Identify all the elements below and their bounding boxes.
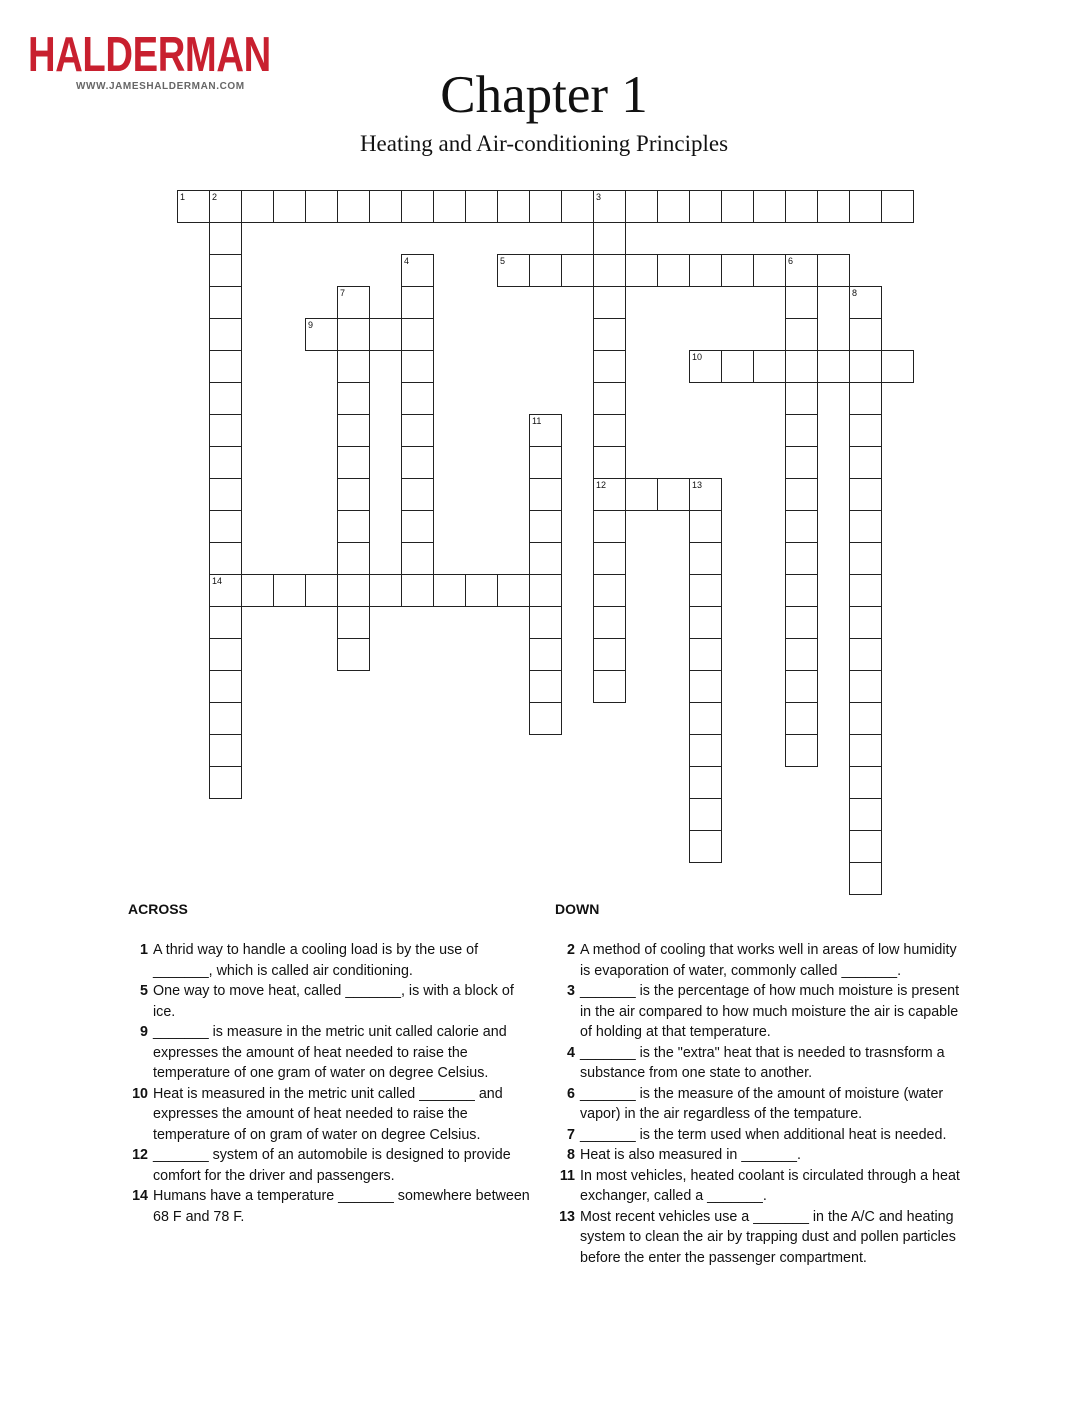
clue-text: _______ is the "extra" heat that is needed to trasnsform a substance from one state to another.	[580, 1044, 945, 1081]
clue-text: One way to move heat, called _______, is with a block of ice.	[153, 983, 514, 1020]
clue-text: _______ is measure in the metric unit called calorie and expresses the amount of heat needed to raise the temperature of one gram of water on degree Celsius.	[153, 1024, 507, 1081]
cell-number: 2	[212, 192, 218, 202]
crossword-cell[interactable]	[337, 414, 370, 447]
crossword-cell[interactable]	[881, 350, 914, 383]
crossword-cell[interactable]	[657, 254, 690, 287]
crossword-cell[interactable]	[753, 190, 786, 223]
crossword-cell[interactable]	[817, 350, 850, 383]
clue-item	[555, 1166, 960, 1207]
clue-text: _______ is the percentage of how much moisture is present in the air compared to how much moisture the air is capable of holding at that temperature.	[580, 983, 960, 1040]
crossword-cell[interactable]	[497, 190, 530, 223]
crossword-cell[interactable]	[465, 190, 498, 223]
crossword-cell[interactable]	[785, 414, 818, 447]
crossword-cell[interactable]	[401, 446, 434, 479]
clue-item	[128, 940, 533, 981]
clue-number: 5	[140, 983, 148, 999]
crossword-cell[interactable]	[849, 286, 882, 319]
crossword-cell[interactable]	[593, 350, 626, 383]
crossword-cell[interactable]	[273, 574, 306, 607]
clue-text: Most recent vehicles use a _______ in the A/C and heating system to clean the air by trapping dust and pollen particles before the enter the passenger compartment.	[580, 1208, 956, 1266]
crossword-cell[interactable]	[849, 734, 882, 767]
clue-item	[128, 981, 533, 1022]
clue-number: 4	[567, 1044, 575, 1061]
crossword-cell[interactable]	[881, 190, 914, 223]
crossword-cell[interactable]	[785, 510, 818, 543]
crossword-cell[interactable]	[849, 606, 882, 639]
crossword-cell[interactable]	[561, 190, 594, 223]
cell-number: 3	[596, 192, 602, 202]
crossword-cell[interactable]	[305, 190, 338, 223]
crossword-cell[interactable]	[849, 510, 882, 543]
crossword-cell[interactable]	[785, 318, 818, 351]
crossword-cell[interactable]	[401, 190, 434, 223]
cell-number: 5	[500, 256, 506, 266]
clue-number: 14	[132, 1188, 148, 1204]
cell-number: 4	[404, 256, 410, 266]
crossword-cell[interactable]	[369, 190, 402, 223]
clue-number: 8	[567, 1147, 575, 1163]
crossword-cell[interactable]	[209, 702, 242, 735]
crossword-cell[interactable]	[337, 286, 370, 319]
crossword-cell[interactable]	[849, 574, 882, 607]
clue-item	[128, 1186, 533, 1227]
clue-number: 6	[567, 1085, 575, 1102]
crossword-cell[interactable]	[529, 254, 562, 287]
crossword-cell[interactable]	[209, 734, 242, 767]
crossword-cell[interactable]	[849, 446, 882, 479]
crossword-cell[interactable]	[529, 414, 562, 447]
crossword-cell[interactable]	[785, 542, 818, 575]
cell-number: 7	[340, 288, 346, 298]
crossword-cell[interactable]	[337, 606, 370, 639]
clue-text: _______ system of an automobile is designed to provide comfort for the driver and passengers.	[153, 1147, 511, 1184]
clue-text: Humans have a temperature _______ somewhere between 68 F and 78 F.	[153, 1188, 530, 1225]
crossword-cell[interactable]	[209, 574, 242, 607]
clue-number: 9	[140, 1024, 148, 1040]
crossword-cell[interactable]	[401, 254, 434, 287]
crossword-cell[interactable]	[689, 766, 722, 799]
crossword-cell[interactable]	[209, 542, 242, 575]
crossword-cell[interactable]	[337, 446, 370, 479]
crossword-cell[interactable]	[593, 318, 626, 351]
crossword-cell[interactable]	[529, 446, 562, 479]
crossword-cell[interactable]	[305, 318, 338, 351]
crossword-cell[interactable]	[209, 286, 242, 319]
crossword-cell[interactable]	[785, 638, 818, 671]
cell-number: 11	[532, 416, 542, 426]
logo-text: HALDERMAN	[28, 28, 271, 82]
crossword-cell[interactable]	[753, 254, 786, 287]
clue-item	[555, 1125, 960, 1146]
crossword-cell[interactable]	[593, 286, 626, 319]
crossword-cell[interactable]	[401, 574, 434, 607]
crossword-cell[interactable]	[785, 702, 818, 735]
crossword-cell[interactable]	[689, 606, 722, 639]
crossword-cell[interactable]	[785, 254, 818, 287]
crossword-cell[interactable]	[689, 350, 722, 383]
crossword-cell[interactable]	[529, 190, 562, 223]
crossword-cell[interactable]	[529, 510, 562, 543]
crossword-cell[interactable]	[529, 478, 562, 511]
clue-item	[555, 981, 960, 1043]
crossword-cell[interactable]	[593, 414, 626, 447]
crossword-cell[interactable]	[849, 798, 882, 831]
crossword-cell[interactable]	[625, 190, 658, 223]
crossword-cell[interactable]	[209, 382, 242, 415]
crossword-cell[interactable]	[849, 702, 882, 735]
crossword-cell[interactable]	[785, 446, 818, 479]
clue-text: A method of cooling that works well in areas of low humidity is evaporation of water, commonly called _______.	[580, 942, 957, 979]
crossword-cell[interactable]	[497, 574, 530, 607]
crossword-cell[interactable]	[593, 382, 626, 415]
crossword-cell[interactable]	[433, 190, 466, 223]
crossword-cell[interactable]	[337, 510, 370, 543]
cell-number: 6	[788, 256, 794, 266]
crossword-cell[interactable]	[337, 478, 370, 511]
crossword-cell[interactable]	[401, 510, 434, 543]
crossword-cell[interactable]	[209, 190, 242, 223]
crossword-cell[interactable]	[337, 542, 370, 575]
crossword-cell[interactable]	[401, 414, 434, 447]
crossword-cell[interactable]	[785, 190, 818, 223]
clue-text: A thrid way to handle a cooling load is by the use of _______, which is called air conditioning.	[153, 942, 479, 979]
crossword-cell[interactable]	[529, 574, 562, 607]
crossword-cell[interactable]	[337, 638, 370, 671]
crossword-cell[interactable]	[209, 350, 242, 383]
clue-text: _______ is the measure of the amount of moisture (water vapor) in the air regardless of the tempature.	[580, 1085, 944, 1122]
crossword-cell[interactable]	[593, 190, 626, 223]
across-clues	[128, 900, 533, 1227]
crossword-cell[interactable]	[785, 350, 818, 383]
crossword-cell[interactable]	[561, 254, 594, 287]
crossword-cell[interactable]	[689, 574, 722, 607]
crossword-cell[interactable]	[401, 478, 434, 511]
cell-number: 14	[212, 576, 223, 586]
down-heading: DOWN	[555, 901, 600, 917]
crossword-cell[interactable]	[849, 350, 882, 383]
crossword-cell[interactable]	[849, 830, 882, 863]
clue-item	[555, 940, 960, 981]
crossword-cell[interactable]	[433, 574, 466, 607]
clue-text: _______ is the term used when additional heat is needed.	[580, 1126, 947, 1143]
crossword-cell[interactable]	[849, 542, 882, 575]
clue-number: 10	[132, 1085, 148, 1102]
crossword-cell[interactable]	[753, 350, 786, 383]
across-heading: ACROSS	[128, 901, 188, 917]
crossword-cell[interactable]	[209, 318, 242, 351]
crossword-cell[interactable]	[273, 190, 306, 223]
crossword-cell[interactable]	[337, 190, 370, 223]
clue-number: 11	[559, 1167, 575, 1184]
cell-number: 12	[596, 480, 607, 490]
crossword-cell[interactable]	[593, 254, 626, 287]
crossword-cell[interactable]	[337, 574, 370, 607]
crossword-cell[interactable]	[401, 382, 434, 415]
crossword-cell[interactable]	[593, 478, 626, 511]
crossword-cell[interactable]	[785, 382, 818, 415]
crossword-cell[interactable]	[529, 702, 562, 735]
crossword-cell[interactable]	[305, 574, 338, 607]
crossword-cell[interactable]	[785, 606, 818, 639]
clue-item	[555, 1145, 960, 1166]
cell-number: 10	[692, 352, 703, 362]
crossword-cell[interactable]	[657, 478, 690, 511]
clue-number: 3	[567, 983, 575, 999]
down-clues	[555, 900, 960, 1268]
crossword-cell[interactable]	[209, 510, 242, 543]
crossword-cell[interactable]	[241, 190, 274, 223]
crossword-cell[interactable]	[849, 414, 882, 447]
crossword-cell[interactable]	[625, 478, 658, 511]
crossword-cell[interactable]	[593, 574, 626, 607]
crossword-cell[interactable]	[593, 510, 626, 543]
crossword-cell[interactable]	[849, 638, 882, 671]
clue-item	[128, 1145, 533, 1186]
cell-number: 8	[852, 288, 858, 298]
crossword-cell[interactable]	[465, 574, 498, 607]
crossword-cell[interactable]	[401, 318, 434, 351]
clue-text: Heat is measured in the metric unit called _______ and expresses the amount of heat needed to raise the temperature of on gram of water on degree Celsius.	[153, 1085, 503, 1143]
clue-item	[555, 1043, 960, 1084]
crossword-cell[interactable]	[785, 670, 818, 703]
crossword-cell[interactable]	[625, 254, 658, 287]
cell-number: 1	[180, 192, 186, 202]
crossword-cell[interactable]	[849, 862, 882, 895]
crossword-cell[interactable]	[337, 382, 370, 415]
clue-item	[555, 1084, 960, 1125]
crossword-cell[interactable]	[721, 350, 754, 383]
crossword-cell[interactable]	[689, 638, 722, 671]
crossword-cell[interactable]	[849, 382, 882, 415]
crossword-cell[interactable]	[401, 350, 434, 383]
crossword-cell[interactable]	[529, 542, 562, 575]
crossword-cell[interactable]	[849, 190, 882, 223]
crossword-cell[interactable]	[785, 478, 818, 511]
crossword-cell[interactable]	[785, 574, 818, 607]
cell-number: 13	[692, 480, 703, 490]
crossword-cell[interactable]	[721, 190, 754, 223]
clue-item	[128, 1084, 533, 1146]
crossword-cell[interactable]	[785, 286, 818, 319]
crossword-cell[interactable]	[177, 190, 210, 223]
crossword-cell[interactable]	[209, 254, 242, 287]
crossword-cell[interactable]	[689, 478, 722, 511]
crossword-cell[interactable]	[689, 734, 722, 767]
crossword-cell[interactable]	[689, 830, 722, 863]
clue-number: 13	[559, 1208, 575, 1225]
crossword-cell[interactable]	[689, 798, 722, 831]
page-subtitle: Heating and Air-conditioning Principles	[359, 131, 729, 156]
crossword-cell[interactable]	[241, 574, 274, 607]
crossword-cell[interactable]	[849, 670, 882, 703]
crossword-cell[interactable]	[689, 254, 722, 287]
crossword-cell[interactable]	[529, 670, 562, 703]
crossword-cell[interactable]	[689, 542, 722, 575]
crossword-cell[interactable]	[785, 734, 818, 767]
crossword-cell[interactable]	[689, 702, 722, 735]
clue-number: 2	[567, 942, 575, 958]
crossword-cell[interactable]	[337, 350, 370, 383]
crossword-cell[interactable]	[657, 190, 690, 223]
page-title: Chapter 1	[440, 66, 648, 124]
crossword-cell[interactable]	[209, 766, 242, 799]
crossword-cell[interactable]	[497, 254, 530, 287]
clue-number: 12	[132, 1147, 148, 1163]
crossword-cell[interactable]	[401, 286, 434, 319]
crossword-cell[interactable]	[593, 638, 626, 671]
crossword-cell[interactable]	[817, 190, 850, 223]
crossword-cell[interactable]	[209, 446, 242, 479]
crossword-cell[interactable]	[721, 254, 754, 287]
crossword-cell[interactable]	[369, 318, 402, 351]
crossword-cell[interactable]	[209, 222, 242, 255]
crossword-cell[interactable]	[209, 478, 242, 511]
crossword-cell[interactable]	[209, 638, 242, 671]
crossword-cell[interactable]	[689, 190, 722, 223]
clue-text: Heat is also measured in _______.	[580, 1147, 801, 1163]
crossword-cell[interactable]	[689, 510, 722, 543]
crossword-cell[interactable]	[529, 638, 562, 671]
clue-number: 7	[567, 1126, 575, 1143]
clue-item	[128, 1022, 533, 1084]
crossword-cell[interactable]	[593, 446, 626, 479]
cell-number: 9	[308, 320, 314, 330]
crossword-cell[interactable]	[817, 254, 850, 287]
crossword-cell[interactable]	[529, 606, 562, 639]
crossword-cell[interactable]	[593, 670, 626, 703]
clue-number: 1	[140, 942, 148, 958]
crossword-cell[interactable]	[209, 414, 242, 447]
crossword-cell[interactable]	[337, 318, 370, 351]
crossword-cell[interactable]	[209, 670, 242, 703]
crossword-cell[interactable]	[849, 478, 882, 511]
crossword-cell[interactable]	[689, 670, 722, 703]
crossword-cell[interactable]	[593, 606, 626, 639]
crossword-cell[interactable]	[849, 318, 882, 351]
crossword-cell[interactable]	[401, 542, 434, 575]
crossword-cell[interactable]	[593, 222, 626, 255]
crossword-cell[interactable]	[209, 606, 242, 639]
crossword-cell[interactable]	[593, 542, 626, 575]
clue-item	[555, 1207, 960, 1269]
clue-text: In most vehicles, heated coolant is circulated through a heat exchanger, called a _______.	[580, 1167, 960, 1204]
crossword-cell[interactable]	[849, 766, 882, 799]
logo-url: WWW.JAMESHALDERMAN.COM	[76, 81, 245, 92]
crossword-cell[interactable]	[369, 574, 402, 607]
